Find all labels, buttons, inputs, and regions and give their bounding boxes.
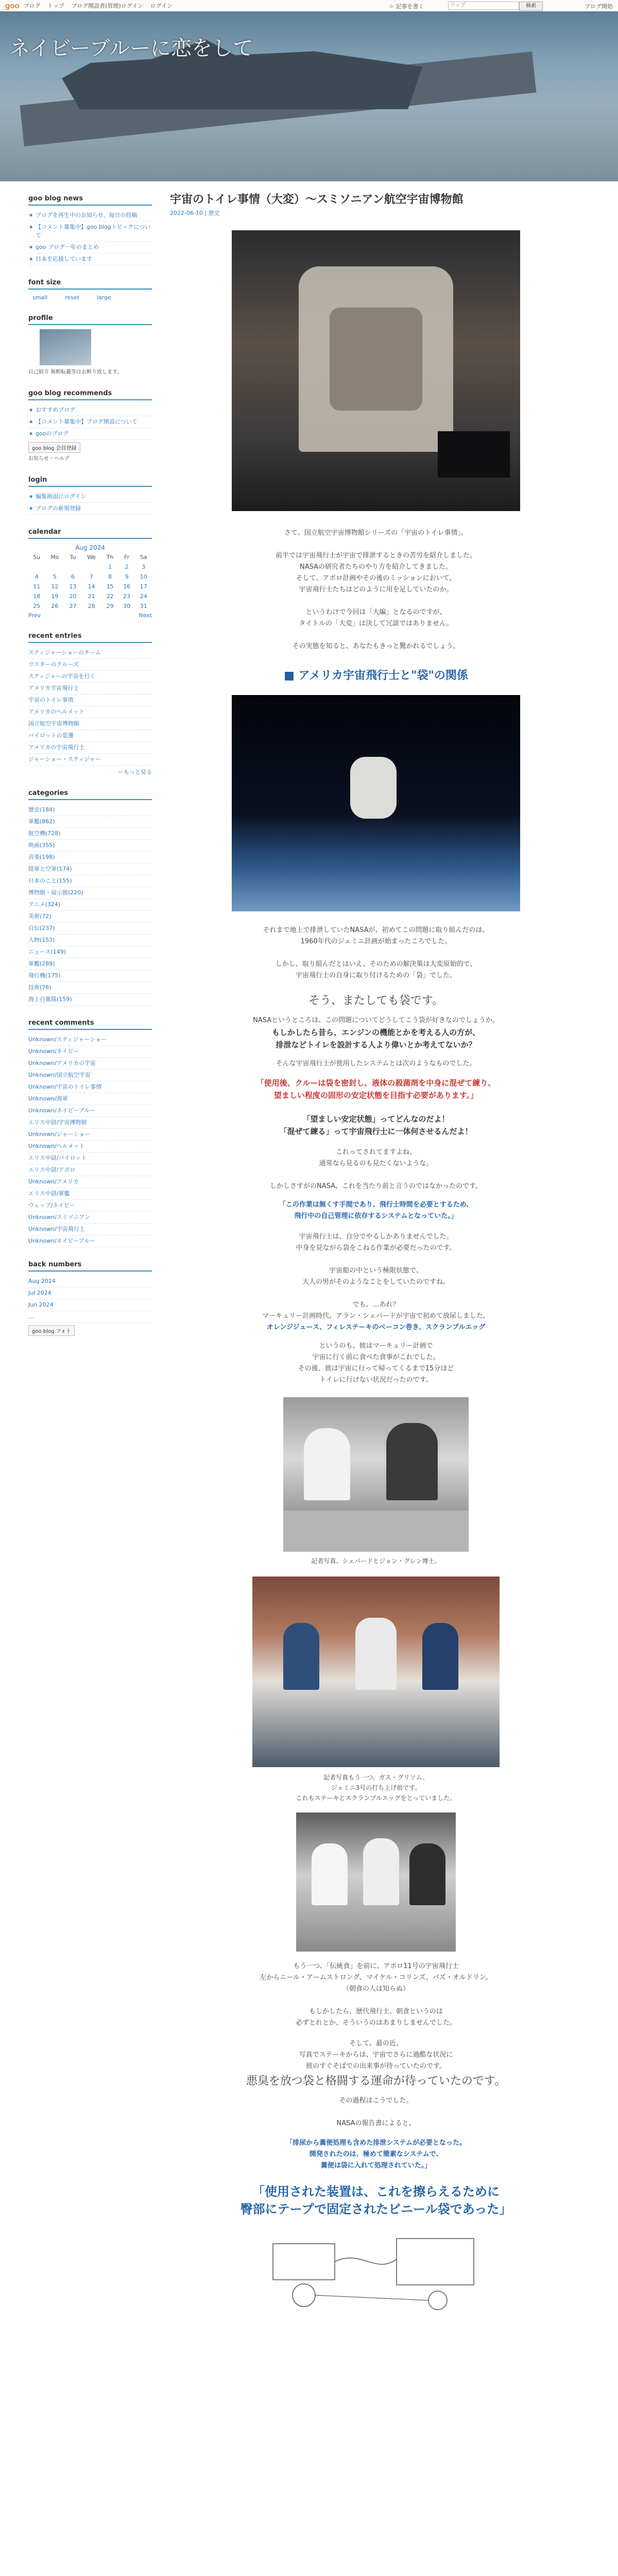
astronaut-shape [350, 757, 397, 819]
calendar-prev-link[interactable]: Prev [28, 612, 41, 619]
text-line [170, 596, 582, 607]
text-line: 必ずとれとか、そういうのはあまりしませんでした。 [295, 2019, 456, 2027]
text-line: 彼のすぐそばでの出来事が待っていたのです。 [306, 2062, 446, 2070]
text-line: NASAの報告書によると、 [336, 2120, 416, 2127]
recent-entries-heading: recent entries [28, 632, 152, 643]
recommends-section [28, 389, 152, 463]
museum-display-photo [232, 230, 520, 511]
text-line: マーキュリー計画時代、アラン・シェパードが宇宙で初めて放尿しました。 [262, 1312, 490, 1320]
text-line: NASAの研究者たちのやり方を紹介してきました。 [299, 563, 452, 571]
category-link[interactable]: 人物(153) [28, 935, 152, 946]
calendar-week [28, 562, 152, 572]
news-list [28, 210, 152, 265]
text-line: 「使用後、クルーは袋を密封し、液体の殺菌剤を中身に混ぜて練り、 [256, 1078, 496, 1088]
font-small-link[interactable]: small [32, 294, 48, 301]
diagram-circle [293, 2284, 315, 2307]
article [170, 191, 582, 2316]
comment-link[interactable]: エリス中尉/宇宙博物館 [28, 1117, 152, 1129]
text-line: トイレに行けない状況だったのです。 [319, 1376, 433, 1384]
paragraph [170, 1147, 582, 1192]
text-line: タイトルの「大変」は決して冗談ではありません。 [299, 620, 453, 628]
calendar-day[interactable]: 15 [106, 583, 114, 590]
paragraph [170, 1015, 582, 1026]
profile-text: 自己紹介 無断転載等はお断り致します。 [28, 369, 123, 375]
login-list [28, 491, 152, 515]
text-line: でも、…あれ？ [352, 1301, 400, 1309]
comment-link[interactable]: Unknown/宇宙飛行士 [28, 1224, 152, 1235]
recommend-note[interactable]: お知らせ・ヘルプ [28, 456, 70, 462]
category-link[interactable]: 美術(72) [28, 911, 152, 923]
exclamation-paragraph [170, 1113, 582, 1138]
text-line: 宇宙飛行士の自身に取り付けるための「袋」でした。 [295, 972, 456, 979]
comment-link[interactable]: Unknown/スミソニアン [28, 1212, 152, 1224]
text-line: 中身を見ながら袋をこねる作業が必要だったのです。 [296, 1244, 456, 1252]
category-link[interactable]: 陸軍と空軍(174) [28, 863, 152, 875]
figure-shape [386, 1423, 438, 1500]
weekday: Tu [70, 554, 76, 561]
top-link[interactable]: ブログ開設者(管理)ログイン [71, 3, 144, 9]
calendar-weekdays [28, 552, 152, 562]
category-link[interactable]: 歴史(184) [28, 804, 152, 816]
top-link[interactable]: ブログ [23, 3, 41, 9]
categories-section [28, 789, 152, 1006]
profile-avatar[interactable] [40, 329, 91, 365]
figure-shape [304, 1428, 350, 1500]
top-links [24, 2, 178, 10]
category-link[interactable]: 軍艦(289) [28, 958, 152, 970]
category-link[interactable]: 飛行機(175) [28, 970, 152, 982]
calendar-day[interactable]: 30 [123, 603, 131, 609]
comment-link[interactable]: エリス中尉/パイロット [28, 1153, 152, 1164]
diagram-circle [428, 2291, 447, 2310]
calendar [28, 543, 152, 611]
back-number-link[interactable]: Aug 2024 [28, 1276, 152, 1287]
recent-comments-heading: recent comments [28, 1019, 152, 1030]
text-line: 宇宙飛行士は、自分でやるしかありませんでした。 [299, 1233, 453, 1241]
recent-comments-list [28, 1034, 152, 1247]
calendar-week [28, 582, 152, 591]
text-line: というのも、彼はマーキュリー計画で [319, 1342, 433, 1350]
text-line [170, 947, 582, 959]
recommends-list [28, 404, 152, 440]
figure-shape [363, 1838, 399, 1905]
waste-system-diagram [242, 2228, 510, 2316]
calendar-day[interactable]: 10 [140, 573, 147, 580]
paragraph [170, 2095, 582, 2129]
text-line: 1960年代のジェミニ計画が始まったころでした。 [300, 938, 452, 945]
calendar-day [45, 562, 65, 572]
text-line [170, 2107, 582, 2118]
calendar-day [28, 562, 45, 572]
diagram-connector [335, 2258, 397, 2264]
figure-shape [283, 1623, 319, 1690]
calendar-day[interactable]: 3 [142, 564, 146, 570]
calendar-day[interactable]: 18 [33, 593, 41, 600]
recommend-item[interactable]: ▪ 【コメント募集中】ブログ開設について [28, 416, 152, 428]
calendar-week [28, 572, 152, 582]
calendar-next-link[interactable]: Next [139, 612, 152, 619]
comment-link[interactable]: Unknown/ネイビーブルー [28, 1235, 152, 1247]
calendar-day[interactable]: 9 [125, 573, 129, 580]
display-apparatus-shape [330, 308, 422, 411]
press-photo-gemini [252, 1577, 500, 1767]
text-line: 宇宙に行く前に食べた食事がこれでした。 [312, 1353, 440, 1361]
diagram-box [273, 2244, 335, 2280]
calendar-day[interactable]: 26 [51, 603, 59, 609]
weekday: Sa [140, 554, 147, 561]
news-item[interactable]: ▪ ブログを再生中のお知らせ、毎日の投稿 [28, 210, 152, 222]
comment-link[interactable]: ウェッブ/ネイビー [28, 1200, 152, 1212]
recommend-item[interactable]: ▪ おすすめブログ [28, 404, 152, 416]
category-link[interactable]: 日本のこと(155) [28, 875, 152, 887]
text-line: 写真でステーキからは、宇宙でさらに過酷な状況に [299, 2051, 453, 2059]
text-line [170, 1254, 582, 1265]
text-line: 宇宙船の中という極限状態で、 [329, 1267, 423, 1275]
text-line: 通常なら見るのも見たくないような。 [319, 1160, 433, 1167]
diagram-box [397, 2239, 474, 2285]
back-numbers-list [28, 1276, 152, 1323]
paragraph [170, 1058, 582, 1070]
text-line: そして、最の近、 [349, 2040, 403, 2047]
recent-entry-link[interactable]: パイロットの変遷 [28, 730, 152, 742]
news-item[interactable]: ▪ goo ブログ一年のまとめ [28, 242, 152, 253]
text-line: 「使用された装置は、これを擦らえるために [252, 2184, 500, 2199]
calendar-day[interactable]: 21 [88, 593, 95, 600]
text-line: その後、彼は宇宙に行って帰ってくるまで15分ほど [298, 1365, 454, 1372]
font-size-heading: font size [28, 279, 152, 290]
calendar-day[interactable]: 27 [69, 603, 77, 609]
calendar-day[interactable]: 25 [33, 603, 41, 609]
text-line: 排泄などトイレを設計する人より偉いとか考えてないか？ [276, 1040, 476, 1049]
text-line: 前半では宇宙飛行士が宇宙で排泄するときの苦労を紹介しました。 [275, 552, 476, 560]
blue-quote [170, 1199, 582, 1222]
profile-heading: profile [28, 314, 152, 325]
login-heading: login [28, 476, 152, 487]
calendar-body [28, 562, 152, 611]
figure-shape [312, 1843, 348, 1905]
back-number-link[interactable]: ... [28, 1311, 152, 1323]
recent-entry-link[interactable]: スティジャーの宇宙を行く [28, 671, 152, 683]
category-link[interactable]: 航空機(728) [28, 828, 152, 840]
calendar-day[interactable]: 6 [71, 573, 75, 580]
text-line: 飛行中の自己管理に依存するシステムとなっていた。」 [294, 1212, 458, 1220]
category-link[interactable]: ニュース(149) [28, 946, 152, 958]
top-bar [0, 0, 618, 12]
news-heading: goo blog news [28, 195, 152, 206]
top-link[interactable]: ログイン [150, 3, 173, 9]
comment-link[interactable]: Unknown/ジャーショー [28, 1129, 152, 1141]
text-line: それまで地上で排泄していたNASAが、初めてこの問題に取り組んだのは、 [263, 926, 489, 934]
calendar-day [81, 562, 102, 572]
weekday: Su [33, 554, 41, 561]
weekday: Fr [124, 554, 130, 561]
signup-link[interactable]: ▪ ブログの新規登録 [28, 503, 152, 515]
text-line: もう一つ、「伝統食」を前に、アポロ11号の宇宙飛行士 [293, 1962, 459, 1970]
register-button[interactable]: goo blog 会員登録 [28, 442, 80, 453]
calendar-day[interactable]: 12 [51, 583, 59, 590]
login-link[interactable]: ▪ 編集画面にログイン [28, 491, 152, 503]
section-heading: ■ アメリカ宇宙飛行士と"袋"の関係 [284, 669, 468, 682]
paragraph [170, 1961, 582, 2029]
news-item[interactable]: ▪ 日本を応援しています [28, 253, 152, 265]
comment-link[interactable]: Unknown/アメリカ [28, 1176, 152, 1188]
text-line: これってされてますよね、 [335, 1148, 416, 1156]
press-photo-apollo [296, 1812, 456, 1952]
goo-logo[interactable]: goo [5, 1, 20, 10]
weekday: We [87, 554, 96, 561]
text-line: その過程はこうでした。 [339, 2097, 413, 2105]
calendar-heading: calendar [28, 528, 152, 539]
press-photo-breakfast [283, 1397, 469, 1552]
search-button[interactable]: 検索 [519, 2, 543, 11]
spacewalk-photo [232, 695, 520, 911]
recommend-item[interactable]: ▪ gooのブログ [28, 428, 152, 440]
calendar-week [28, 591, 152, 601]
photo-caption [170, 1772, 582, 1803]
calendar-day[interactable]: 24 [140, 593, 147, 600]
calendar-day[interactable]: 5 [53, 573, 57, 580]
comment-link[interactable]: Unknown/ネイビーブルー [28, 1105, 152, 1117]
emphasis-text: 悪臭を放つ袋と格闘する運命が待っていたのです。 [246, 2075, 506, 2088]
recent-more-link[interactable]: ーもっと見る [118, 769, 152, 775]
paragraph [170, 1231, 582, 1311]
category-link[interactable]: 海上自衛隊(159) [28, 994, 152, 1006]
article-title[interactable]: 宇宙のトイレ事情（大変）〜スミソニアン航空宇宙博物館 [170, 193, 464, 206]
calendar-day [64, 562, 81, 572]
text-line: これもステーキとスクランブルエッグをとっていました。 [296, 1794, 456, 1802]
text-line: 「排尿から糞便処理も含めた排泄システムが必要となった。 [286, 2139, 466, 2147]
sidebar [28, 195, 152, 1351]
comment-link[interactable]: Unknown/宇宙のトイレ事情 [28, 1081, 152, 1093]
photo-button[interactable]: goo blog フォト [28, 1325, 75, 1336]
text-line [170, 1995, 582, 2006]
login-section [28, 476, 152, 515]
calendar-day[interactable]: 22 [106, 593, 114, 600]
text-line: ジェミニ3号の打ち上げ前です。 [331, 1784, 421, 1791]
recent-entry-link[interactable]: アメリカのヘルメット [28, 706, 152, 718]
text-line: もしかしたら、歴代飛行士、朝食というのは [308, 2008, 443, 2015]
comment-link[interactable]: Unknown/ヘルメット [28, 1141, 152, 1153]
calendar-day[interactable]: 23 [123, 593, 131, 600]
text-line: 臀部にテープで固定されたビニール袋であった」 [240, 2202, 512, 2216]
figure-shape [355, 1618, 397, 1690]
recent-entry-link[interactable]: スティジャーショーのチーム [28, 647, 152, 659]
text-line: そんな宇宙飛行士が使用したシステムとは次のようなものでした。 [276, 1060, 476, 1067]
text-line [170, 1170, 582, 1181]
text-line: 糞便は袋に入れて処理されていた。」 [320, 2162, 432, 2170]
recommends-heading: goo blog recommends [28, 389, 152, 400]
calendar-day[interactable]: 7 [90, 573, 94, 580]
profile-section [28, 314, 152, 376]
calendar-day[interactable]: 2 [125, 564, 129, 570]
text-line: もしかしたら昔ら、エンジンの機能とかを考える人の方が、 [271, 1028, 480, 1037]
comment-link[interactable]: Unknown/ネイビー [28, 1046, 152, 1058]
text-line: 「この作業は無くす手間であり、飛行士時間を必要とするため、 [279, 1201, 473, 1209]
news-item[interactable]: ▪ 【コメント募集中】goo blogトピックについて [28, 222, 152, 242]
top-link[interactable]: トップ [47, 3, 64, 9]
text-line: NASAというところは、この問題についてどうしてこう袋が好きなのでしょうか。 [253, 1016, 499, 1024]
text-line: さて、国立航空宇宙博物館シリーズの「宇宙のトイレ事情」。 [284, 529, 468, 537]
text-line: 「混ぜて練る」って宇宙飛行士に一体何させるんだよ！ [279, 1127, 473, 1136]
calendar-day[interactable]: 14 [88, 583, 95, 590]
figure-shape [422, 1623, 458, 1690]
text-line: （朝食の人は知らぬ） [342, 1985, 409, 1993]
text-line: しかしさすがのNASA、これを当たり前と言うのではなかったのです。 [270, 1182, 482, 1190]
calendar-day[interactable]: 11 [33, 583, 41, 590]
recent-entry-link[interactable]: ジャーショー・スティジャー [28, 754, 152, 766]
calendar-day[interactable]: 28 [88, 603, 95, 609]
text-line: 開発されたのは、極めて簡素なシステムで、 [309, 2150, 443, 2158]
blog-title[interactable]: ネイビーブルーに恋をして [9, 37, 253, 60]
recent-entry-link[interactable]: 国立航空宇宙博物館 [28, 718, 152, 730]
calendar-day[interactable]: 8 [108, 573, 112, 580]
category-link[interactable]: 博物館・展示館(220) [28, 887, 152, 899]
large-blue-quote [170, 2183, 582, 2218]
calendar-day[interactable]: 29 [106, 603, 114, 609]
recent-entries-list [28, 647, 152, 766]
calendar-day[interactable]: 16 [123, 583, 131, 590]
comment-link[interactable]: エリス中尉/軍艦 [28, 1188, 152, 1200]
text-line: そして、アポロ計画やその後のミッションにおいて、 [296, 574, 456, 582]
font-size-section [28, 279, 152, 301]
blue-quote [170, 2138, 582, 2172]
weekday: Th [106, 554, 114, 561]
calendar-week [28, 601, 152, 611]
category-link[interactable]: 音楽(198) [28, 852, 152, 863]
photo-caption: 記者写真、シェパードとジョン・グレン博士。 [311, 1557, 441, 1565]
diagram-line [315, 2295, 428, 2300]
recent-entry-link[interactable]: 宇宙のトイレ事情 [28, 694, 152, 706]
text-line: 宇宙飛行士たちはどのように用を足していたのか。 [299, 586, 453, 594]
calendar-month: Aug 2024 [75, 544, 105, 551]
category-link[interactable]: 映画(355) [28, 840, 152, 852]
table-shape [283, 1511, 469, 1552]
calendar-section [28, 528, 152, 619]
recent-entries-section [28, 632, 152, 776]
categories-list [28, 804, 152, 1006]
category-link[interactable]: アニメ(324) [28, 899, 152, 911]
recent-entry-link[interactable]: アメリカの宇宙飛行士 [28, 742, 152, 754]
write-post-link[interactable]: ☆ 記事を書く [389, 3, 424, 10]
news-section [28, 195, 152, 265]
calendar-day[interactable]: 20 [69, 593, 77, 600]
back-number-link[interactable]: Jun 2024 [28, 1299, 152, 1311]
categories-heading: categories [28, 789, 152, 800]
start-blog-link[interactable]: ブログ開始 [585, 3, 613, 10]
weekday: Mo [50, 554, 59, 561]
comment-link[interactable]: Unknown/海軍 [28, 1093, 152, 1105]
paragraph [170, 1341, 582, 1386]
calendar-day[interactable]: 4 [35, 573, 39, 580]
paragraph [170, 1311, 582, 1322]
font-size-options [28, 294, 152, 301]
text-line [170, 630, 582, 641]
text-line: 望ましい程度の固形の安定状態を目指す必要があります。」 [273, 1091, 478, 1100]
menu-highlight: オレンジジュース、フィレステーキのベーコン巻き、スクランブルエッグ [266, 1324, 486, 1331]
blog-header [0, 11, 618, 181]
category-link[interactable]: 軍艦(862) [28, 816, 152, 828]
figure-shape [409, 1843, 445, 1905]
intro-paragraph [170, 528, 582, 652]
text-line: しかし、取り組んだとはいえ、そのための解決策は大変原始的で、 [275, 960, 477, 968]
text-line: 記者写真もう一つ。ガス・グリソム。 [323, 1774, 428, 1781]
text-line: というわけで今回は「大編」となるのですが、 [305, 608, 447, 616]
display-placard-shape [438, 431, 510, 478]
comment-link[interactable]: Unknown/アメリカの宇宙 [28, 1058, 152, 1070]
calendar-day[interactable]: 19 [51, 593, 59, 600]
bold-paragraph [170, 1026, 582, 1051]
text-line: 「望ましい安定状態」ってどんなのだよ！ [302, 1114, 450, 1124]
calendar-nav [28, 612, 152, 619]
text-line [170, 539, 582, 550]
recent-comments-section [28, 1019, 152, 1247]
comment-link[interactable]: Unknown/スティジャーショー [28, 1034, 152, 1046]
text-line: 大人の男がそのようなことをしていたのですね。 [302, 1278, 450, 1286]
diagram-drawing [242, 2228, 510, 2316]
search-input[interactable]: ウェブ [448, 2, 519, 10]
text-line: その実態を知ると、あなたもきっと驚かれるでしょう。 [292, 642, 460, 650]
calendar-day[interactable]: 13 [69, 583, 77, 590]
paragraph [170, 925, 582, 981]
calendar-day[interactable]: 17 [140, 583, 147, 590]
text-line: 左からニール・アームストロング、マイケル・コリンズ、バズ・オルドリン。 [260, 1974, 492, 1981]
category-link[interactable]: 自伝(237) [28, 923, 152, 935]
calendar-day[interactable]: 31 [140, 603, 147, 609]
emphasis-text: そう、またしても袋です。 [308, 994, 444, 1007]
calendar-day[interactable]: 1 [108, 564, 112, 570]
text-line [170, 1288, 582, 1299]
comment-link[interactable]: エリス中尉/アポロ [28, 1164, 152, 1176]
font-large-link[interactable]: large [96, 294, 111, 301]
paragraph [170, 2038, 582, 2072]
recent-entry-link[interactable]: ウスターのクルーズ [28, 659, 152, 671]
back-number-link[interactable]: Jul 2024 [28, 1287, 152, 1299]
recent-entry-link[interactable]: アメリカ宇宙飛行士 [28, 683, 152, 694]
font-reset-link[interactable]: reset [65, 294, 80, 301]
back-numbers-heading: back numbers [28, 1261, 152, 1272]
comment-link[interactable]: Unknown/国立航空宇宙 [28, 1070, 152, 1081]
article-date[interactable]: 2022-06-10 | 歴史 [170, 210, 220, 216]
back-numbers-section [28, 1261, 152, 1338]
category-link[interactable]: 技術(76) [28, 982, 152, 994]
red-quote [170, 1077, 582, 1101]
